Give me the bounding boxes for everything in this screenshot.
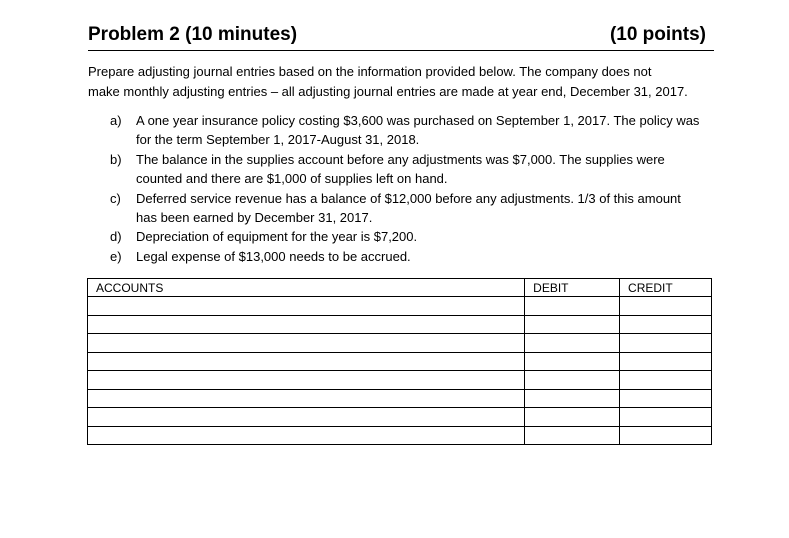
table-row	[88, 352, 712, 371]
debit-cell[interactable]	[525, 371, 620, 390]
table-row	[88, 426, 712, 445]
debit-cell[interactable]	[525, 352, 620, 371]
journal-entry-table	[87, 278, 712, 445]
account-cell[interactable]	[88, 297, 525, 316]
item-text: for the term September 1, 2017-August 31, 2018.	[136, 132, 420, 148]
problem-list	[110, 111, 720, 266]
credit-cell[interactable]	[620, 426, 712, 445]
instructions-paragraph	[88, 62, 728, 102]
item-text: Depreciation of equipment for the year is $7,200.	[136, 229, 418, 245]
table-header-row	[88, 279, 712, 297]
list-item	[110, 247, 720, 266]
item-letter: d)	[110, 229, 122, 245]
credit-cell[interactable]	[620, 352, 712, 371]
debit-cell[interactable]	[525, 315, 620, 334]
table-row	[88, 297, 712, 316]
item-text: has been earned by December 31, 2017.	[136, 210, 373, 226]
instructions-line: make monthly adjusting entries – all adjusting journal entries are made at year end, December 31, 2017.	[88, 84, 688, 99]
account-cell[interactable]	[88, 371, 525, 390]
account-cell[interactable]	[88, 426, 525, 445]
account-cell[interactable]	[88, 315, 525, 334]
debit-cell[interactable]	[525, 426, 620, 445]
item-text: A one year insurance policy costing $3,600 was purchased on September 1, 2017. The policy was	[136, 113, 700, 128]
list-item	[110, 150, 720, 189]
list-item	[110, 189, 720, 228]
credit-cell[interactable]	[620, 334, 712, 353]
account-cell[interactable]	[88, 389, 525, 408]
table-row	[88, 315, 712, 334]
credit-cell[interactable]	[620, 389, 712, 408]
item-text: Deferred service revenue has a balance of $12,000 before any adjustments. 1/3 of this amount	[136, 190, 681, 206]
item-text: The balance in the supplies account before any adjustments was $7,000. The supplies were	[136, 151, 665, 167]
accounts-column-header: ACCOUNTS	[88, 279, 525, 297]
credit-cell[interactable]	[620, 408, 712, 427]
debit-cell[interactable]	[525, 389, 620, 408]
points-label: (10 points)	[609, 24, 706, 45]
table-row	[88, 408, 712, 427]
item-letter: a)	[110, 113, 122, 128]
problem-title: Problem 2 (10 minutes)	[88, 24, 298, 45]
debit-column-header: DEBIT	[525, 279, 620, 297]
instructions-line: Prepare adjusting journal entries based on the information provided below. The company does not	[88, 64, 652, 79]
table-row	[88, 371, 712, 390]
item-text: counted and there are $1,000 of supplies left on hand.	[136, 171, 448, 187]
item-letter: b)	[110, 151, 122, 167]
table-row	[88, 334, 712, 353]
item-text: Legal expense of $13,000 needs to be accrued.	[136, 248, 411, 264]
credit-cell[interactable]	[620, 315, 712, 334]
list-item	[110, 227, 720, 246]
debit-cell[interactable]	[525, 334, 620, 353]
account-cell[interactable]	[88, 408, 525, 427]
table-row	[88, 389, 712, 408]
item-letter: e)	[110, 248, 122, 264]
problem-header	[88, 20, 714, 51]
debit-cell[interactable]	[525, 408, 620, 427]
credit-column-header: CREDIT	[620, 279, 712, 297]
list-item	[110, 111, 720, 150]
account-cell[interactable]	[88, 334, 525, 353]
debit-cell[interactable]	[525, 297, 620, 316]
account-cell[interactable]	[88, 352, 525, 371]
item-letter: c)	[110, 190, 121, 206]
credit-cell[interactable]	[620, 297, 712, 316]
credit-cell[interactable]	[620, 371, 712, 390]
